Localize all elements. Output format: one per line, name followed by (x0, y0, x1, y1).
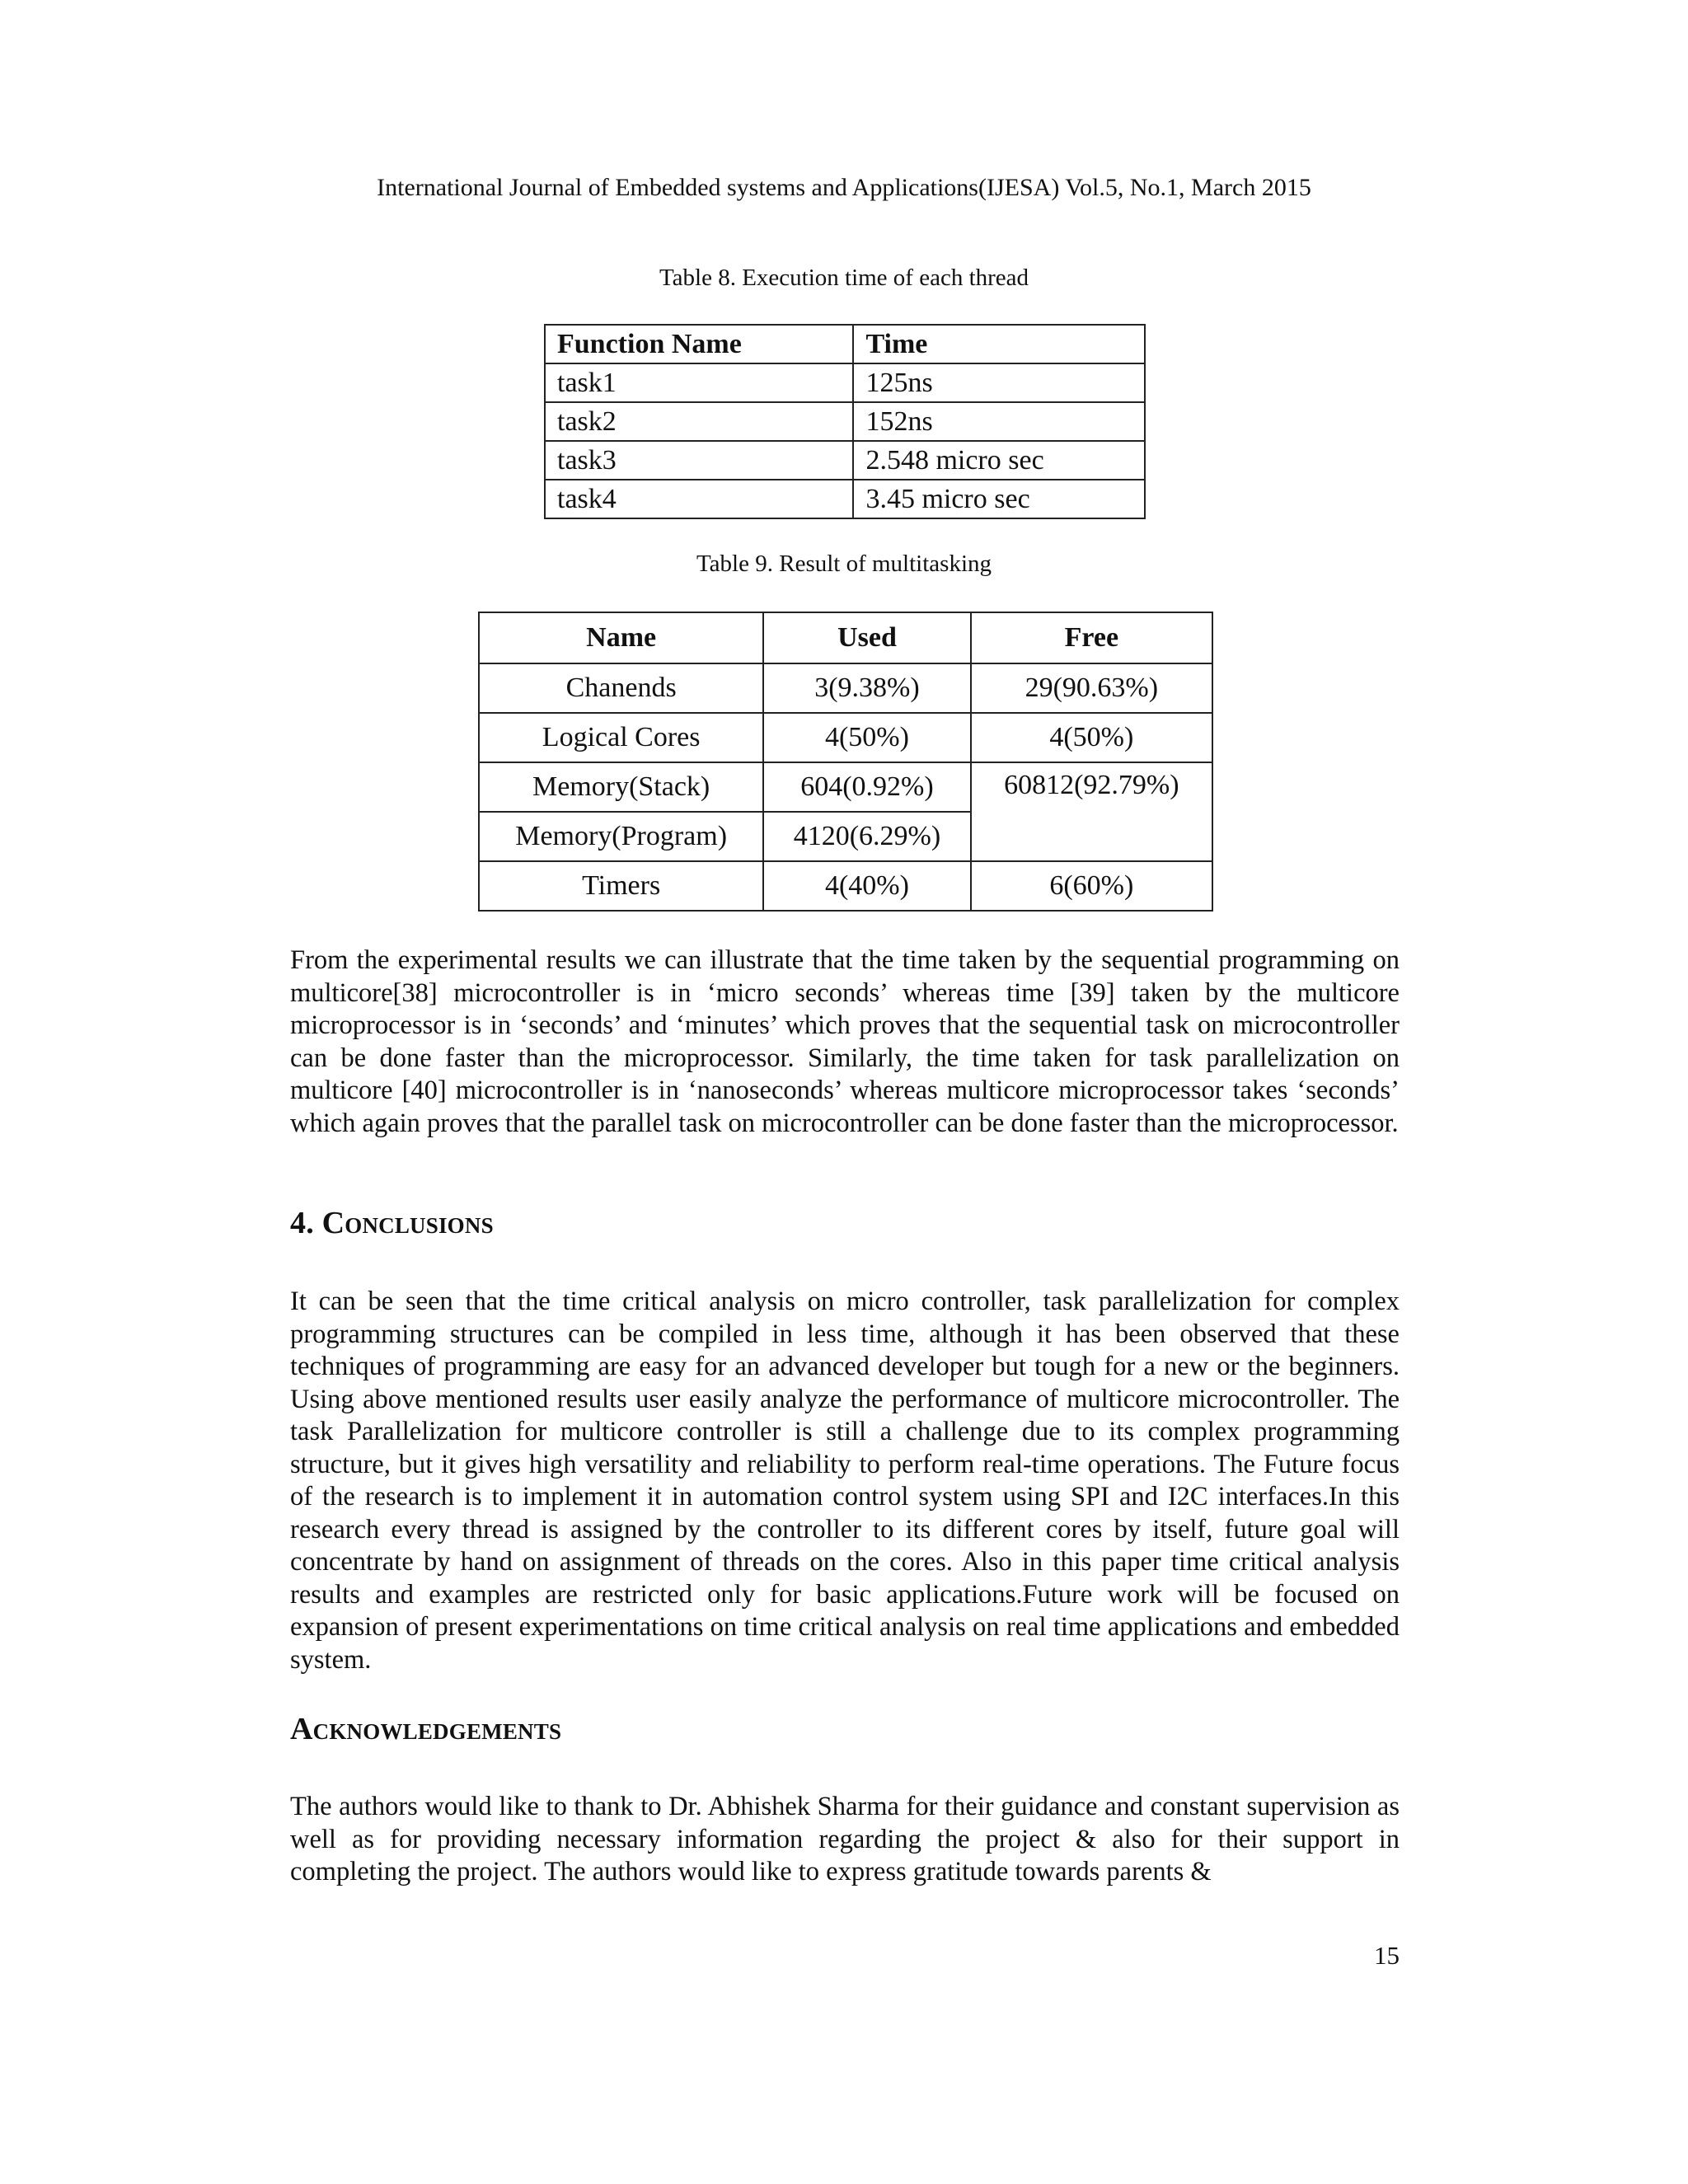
table-cell-merged: 60812(92.79%) (971, 762, 1212, 861)
table-cell: 125ns (853, 363, 1145, 402)
column-header-time: Time (853, 325, 1145, 363)
acknowledgements-heading: Acknowledgements (290, 1712, 562, 1746)
table-cell: 3.45 micro sec (853, 480, 1145, 518)
table-cell: 29(90.63%) (971, 663, 1212, 713)
table-row (479, 663, 1212, 713)
table-row (545, 441, 1145, 480)
table-9-caption: Table 9. Result of multitasking (696, 551, 992, 577)
table-row (545, 402, 1145, 441)
table-cell: 4(50%) (971, 713, 1212, 762)
page-number: 15 (1374, 1941, 1400, 1970)
journal-header: International Journal of Embedded systems and Applications(IJESA) Vol.5, No.1, March 2015 (377, 174, 1311, 201)
table-header-row (545, 325, 1145, 363)
conclusions-paragraph: It can be seen that the time critical analysis on micro controller, task parallelization for complex programming structures can be compiled in less time, although it has been observed that these techniques of programming are easy for an advanced developer but tough for a new or the beginners. Using above mentioned results user easily analyze the performance of multicore microcontroller. The task Parallelization for multicore controller is still a challenge due to its complex programming structure, but it gives high versatility and reliability to perform real-time operations. The Future focus of the research is to implement it in automation control system using SPI and I2C interfaces.In this research every thread is assigned by the controller to its different cores by itself, future goal will concentrate by hand on assignment of threads on the cores. Also in this paper time critical analysis results and examples are restricted only for basic applications.Future work will be focused on expansion of present experimentations on time critical analysis on real time applications and embedded system. (290, 1286, 1400, 1675)
table-header-row (479, 612, 1212, 663)
multitasking-result-table (478, 612, 1213, 912)
table-row (545, 480, 1145, 518)
table-cell: 4(50%) (763, 713, 970, 762)
table-cell: Logical Cores (479, 713, 763, 762)
acknowledgements-paragraph: The authors would like to thank to Dr. Abhishek Sharma for their guidance and constant supervision as well as for providing necessary information regarding the project & also for their support in completing the project. The authors would like to express gratitude towards parents & (290, 1792, 1400, 1886)
column-header-name: Name (479, 612, 763, 663)
conclusions-heading: 4. Conclusions (290, 1206, 494, 1240)
table-cell: 3(9.38%) (763, 663, 970, 713)
table-8-caption: Table 8. Execution time of each thread (659, 265, 1029, 291)
table-row (479, 713, 1212, 762)
results-paragraph: From the experimental results we can illustrate that the time taken by the sequential programming on multicore[38] microcontroller is in ‘micro seconds’ whereas time [39] taken by the multicore microprocessor is in ‘seconds’ and ‘minutes’ which proves that the sequential task on microcontroller can be done faster than the microprocessor. Similarly, the time taken for task parallelization on multicore [40] microcontroller is in ‘nanoseconds’ whereas multicore microprocessor takes ‘seconds’ which again proves that the parallel task on microcontroller can be done faster than the microprocessor. (290, 945, 1400, 1138)
table-cell: 6(60%) (971, 861, 1212, 911)
table-cell: 152ns (853, 402, 1145, 441)
table-row (545, 363, 1145, 402)
table-cell: task2 (545, 402, 853, 441)
column-header-function-name: Function Name (545, 325, 853, 363)
table-cell: 4120(6.29%) (763, 812, 970, 861)
table-cell: 2.548 micro sec (853, 441, 1145, 480)
execution-time-table (544, 324, 1146, 519)
table-cell: 4(40%) (763, 861, 970, 911)
table-cell: 604(0.92%) (763, 762, 970, 812)
column-header-free: Free (971, 612, 1212, 663)
table-cell: Memory(Stack) (479, 762, 763, 812)
table-cell: Timers (479, 861, 763, 911)
table-cell: task1 (545, 363, 853, 402)
table-cell: Memory(Program) (479, 812, 763, 861)
table-row (479, 861, 1212, 911)
table-row (479, 762, 1212, 812)
column-header-used: Used (763, 612, 970, 663)
table-cell: Chanends (479, 663, 763, 713)
table-cell: task4 (545, 480, 853, 518)
table-cell: task3 (545, 441, 853, 480)
